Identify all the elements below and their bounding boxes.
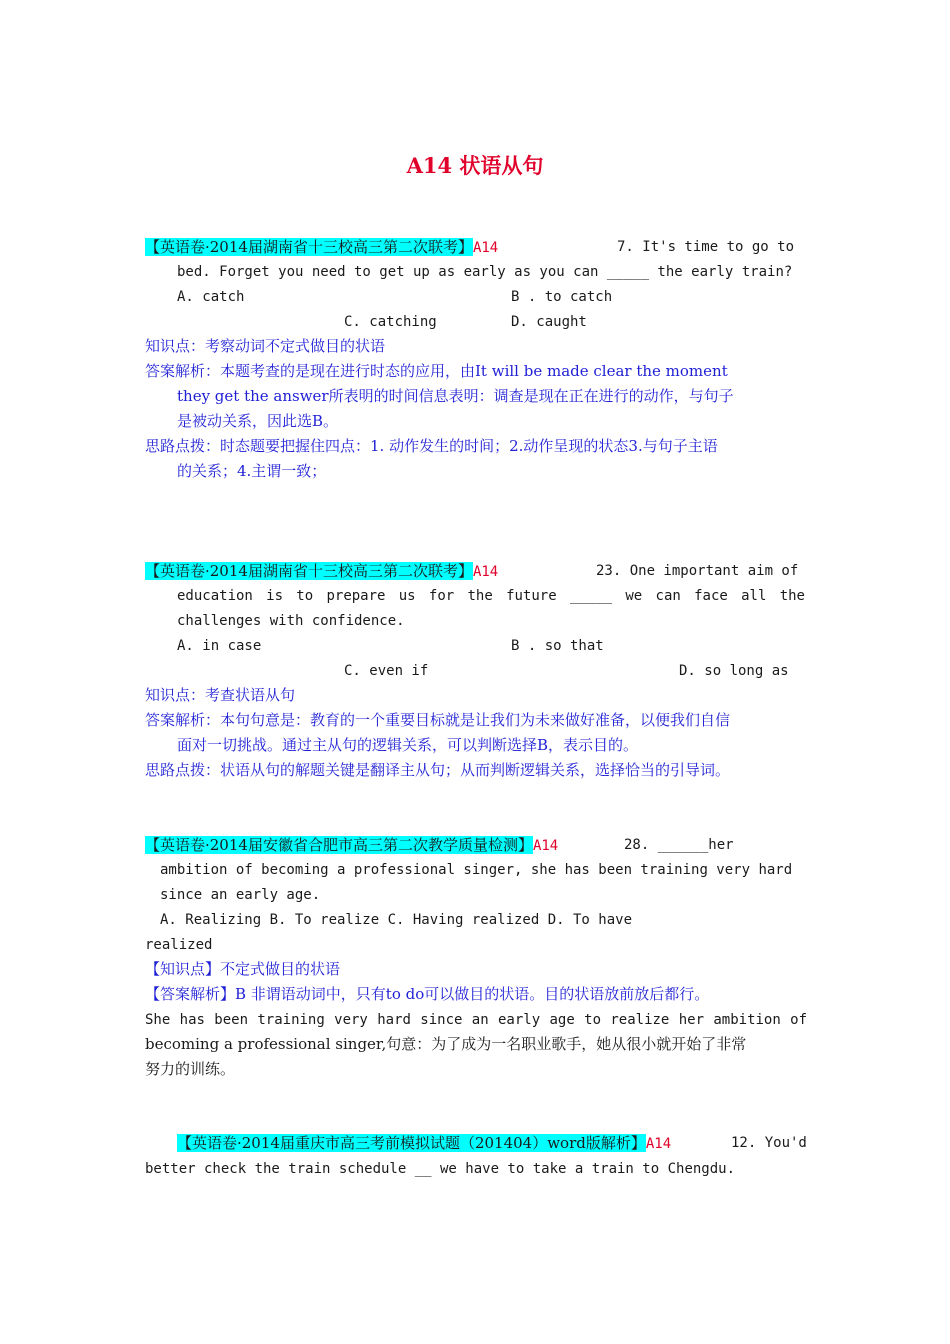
q1-tag: A14 <box>472 240 499 256</box>
q1-source: 【英语卷·2014届湖南省十三校高三第二次联考】 <box>145 238 473 256</box>
q1-analysis-2: they get the answer所表明的时间信息表明：调查是现在正在进行的动作，与句子 <box>177 387 734 405</box>
q2-tips-1: 思路点拨：状语从句的解题关键是翻译主从句；从而判断逻辑关系，选择恰当的引导词。 <box>145 761 731 779</box>
q3-options-cont: realized <box>145 937 213 953</box>
q1-analysis-3: 是被动关系，因此选B。 <box>177 412 339 430</box>
q3-knowledge: 【知识点】不定式做目的状语 <box>145 960 341 978</box>
q1-tips-2: 的关系；4.主谓一致； <box>177 462 327 480</box>
q3-analysis-2: She has been training very hard since an early age to realize her ambition of <box>145 1012 807 1028</box>
q3-line1: 28. ______her <box>624 837 734 853</box>
q1-option-d: D. caught <box>511 314 587 330</box>
q2-knowledge: 知识点：考查状语从句 <box>145 686 296 704</box>
q4-line2: better check the train schedule __ we have to take a train to Chengdu. <box>145 1161 736 1177</box>
q3-options: A. Realizing B. To realize C. Having realized D. To have <box>160 912 633 928</box>
q2-line1: 23. One important aim of <box>596 563 799 579</box>
q2-option-a: A. in case <box>177 638 262 654</box>
q2-option-b: B . so that <box>511 638 604 654</box>
q1-option-a: A. catch <box>177 289 245 305</box>
page-title: A14 状语从句 <box>406 153 544 178</box>
q2-analysis-1: 答案解析：本句句意是：教育的一个重要目标就是让我们为未来做好准备，以便我们自信 <box>145 711 731 729</box>
q2-header <box>145 561 498 582</box>
q4-source: 【英语卷·2014届重庆市高三考前模拟试题（201404）word版解析】 <box>177 1134 646 1152</box>
q2-line3: challenges with confidence. <box>177 613 405 629</box>
q1-analysis-1: 答案解析：本题考查的是现在进行时态的应用，由It will be made clear the moment <box>145 362 728 380</box>
q3-header <box>145 835 558 856</box>
q2-tag: A14 <box>472 564 499 580</box>
q1-option-c: C. catching <box>344 314 437 330</box>
q3-line2: ambition of becoming a professional singer, she has been training very hard <box>160 862 793 878</box>
q1-option-b: B . to catch <box>511 289 613 305</box>
q3-source: 【英语卷·2014届安徽省合肥市高三第二次教学质量检测】 <box>145 836 533 854</box>
q1-header <box>145 237 498 258</box>
q2-analysis-2: 面对一切挑战。通过主从句的逻辑关系，可以判断选择B，表示目的。 <box>177 736 639 754</box>
q4-line1: 12. You'd <box>731 1135 807 1151</box>
q3-analysis-1: 【答案解析】B 非谓语动词中，只有to do可以做目的状语。目的状语放前放后都行。 <box>145 985 710 1003</box>
q2-source: 【英语卷·2014届湖南省十三校高三第二次联考】 <box>145 562 473 580</box>
q2-option-c: C. even if <box>344 663 429 679</box>
q4-tag: A14 <box>645 1136 672 1152</box>
q2-line2: education is to prepare us for the future _____ we can face all the <box>177 588 805 604</box>
q1-tips-1: 思路点拨：时态题要把握住四点：1. 动作发生的时间；2.动作呈现的状态3.与句子主语 <box>145 437 718 455</box>
q2-option-d: D. so long as <box>679 663 789 679</box>
q3-analysis-3: becoming a professional singer,句意：为了成为一名职业歌手，她从很小就开始了非常 <box>145 1035 747 1053</box>
q3-line3: since an early age. <box>160 887 321 903</box>
q1-line2: bed. Forget you need to get up as early as you can _____ the early train? <box>177 264 793 280</box>
q4-header <box>177 1133 671 1154</box>
q3-tag: A14 <box>532 838 559 854</box>
q3-analysis-4: 努力的训练。 <box>145 1060 236 1078</box>
q1-knowledge: 知识点：考察动词不定式做目的状语 <box>145 337 386 355</box>
q1-line1: 7. It's time to go to <box>617 239 795 255</box>
